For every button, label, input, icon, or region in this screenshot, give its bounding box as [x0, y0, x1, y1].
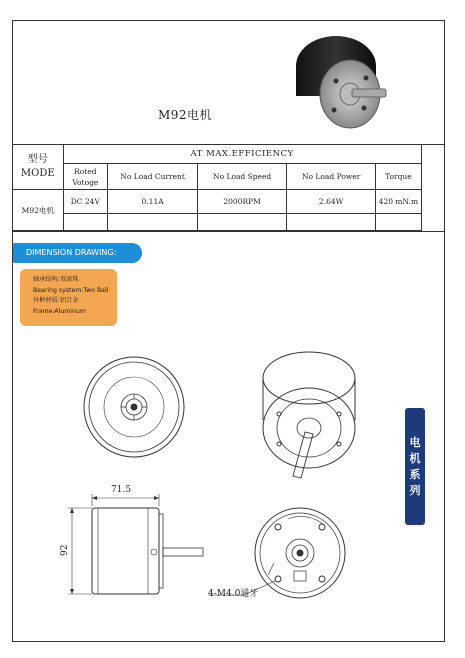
- info-bearing-cn: 轴承结构:双滚珠: [33, 276, 79, 283]
- efficiency-header: AT MAX.EFFICIENCY: [63, 145, 421, 164]
- cell-voltage: DC 24V: [63, 190, 108, 214]
- page-title: M92电机: [158, 108, 213, 122]
- info-bearing-en: Bearing system:Two Ball: [33, 286, 109, 294]
- cell-current: 0.11A: [108, 190, 198, 214]
- spacer-cell: [421, 145, 444, 231]
- width-dimension-label: 71.5: [111, 485, 132, 495]
- model-label-en: MODE: [20, 168, 55, 179]
- info-frame-en: Frame:Aluminum: [33, 307, 86, 315]
- height-dimension-label: 92: [60, 544, 70, 556]
- front-view-drawing: [82, 355, 186, 459]
- col-header-speed: No Load Speed: [198, 164, 287, 190]
- cell-torque: 420 mN.m: [376, 190, 422, 214]
- dimension-drawing-badge: DIMENSION DRAWING:: [13, 243, 142, 263]
- col-header-current: No Load Current: [108, 164, 198, 190]
- thread-label: 4-M4.0通牙: [208, 589, 259, 599]
- side-tag-char: 电: [409, 435, 421, 449]
- isometric-view-drawing: [255, 348, 367, 483]
- col-header-power: No Load Power: [287, 164, 376, 190]
- side-tag-char: 机: [409, 451, 421, 465]
- cell-speed: 2000RPM: [198, 190, 287, 214]
- motor-photo: [292, 26, 392, 134]
- info-box: [20, 269, 117, 326]
- col-header-torque: Torque: [376, 164, 422, 190]
- row-model: M92电机: [13, 190, 64, 231]
- model-header-cell: [13, 145, 64, 190]
- info-frame-cn: 外框材质:铝合金: [33, 297, 79, 304]
- side-view-drawing: [56, 484, 206, 604]
- cell-power: 2.64W: [287, 190, 376, 214]
- col-header-voltage: Roted Votoge: [63, 164, 108, 190]
- table-row: [13, 190, 445, 214]
- side-tag-char: 列: [409, 483, 421, 497]
- series-side-tag: [405, 408, 425, 525]
- side-tag-char: 系: [409, 467, 421, 481]
- section-divider: [12, 231, 445, 232]
- spec-table: [12, 144, 445, 231]
- model-label-cn: 型号: [27, 154, 48, 165]
- table-row-empty: [13, 214, 445, 231]
